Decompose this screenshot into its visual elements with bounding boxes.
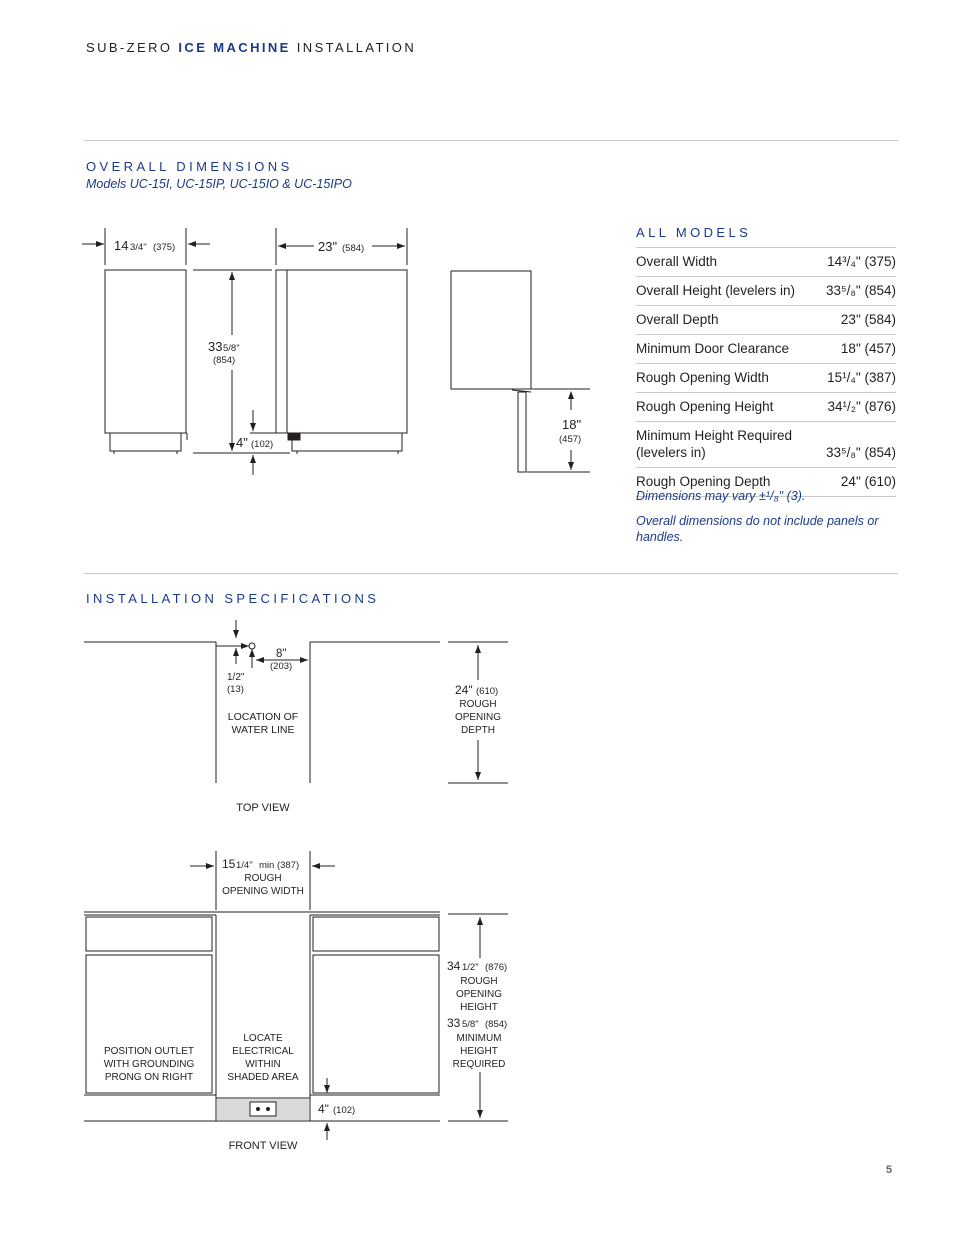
all-models-title: ALL MODELS bbox=[636, 225, 752, 240]
overall-dimensions-title: OVERALL DIMENSIONS bbox=[86, 159, 293, 174]
spec-value: 23" (584) bbox=[840, 312, 896, 327]
front-height-l2: OPENING bbox=[455, 989, 503, 1000]
spec-label: Minimum Door Clearance bbox=[636, 341, 790, 356]
spec-label: Overall Depth bbox=[636, 312, 719, 327]
outlet-label-3: PRONG ON RIGHT bbox=[104, 1072, 194, 1083]
front-height-l3: HEIGHT bbox=[460, 1002, 498, 1013]
front-toe-in: 4" bbox=[318, 1102, 329, 1116]
top-offset-mm: (203) bbox=[270, 661, 293, 672]
top-depth-l2: OPENING bbox=[454, 712, 502, 723]
note-dimensions-vary: Dimensions may vary ±¹/₈" (3). bbox=[636, 489, 806, 503]
header-brand: SUB-ZERO bbox=[86, 40, 173, 55]
top-depth-mm: (610) bbox=[476, 686, 499, 697]
top-depth-in: 24" bbox=[455, 683, 473, 697]
front-min-l2: HEIGHT bbox=[460, 1046, 498, 1057]
right-cabinet-drawer bbox=[313, 917, 439, 951]
dim-depth-mm: (584) bbox=[342, 243, 365, 254]
left-cabinet-drawer bbox=[86, 917, 212, 951]
front-width-whole: 15 bbox=[222, 857, 236, 871]
spec-label: Rough Opening Depth bbox=[636, 474, 771, 489]
dim-door-mm: (457) bbox=[559, 434, 582, 445]
overall-dimensions-subtitle: Models UC-15I, UC-15IP, UC-15IO & UC-15IPO bbox=[86, 177, 352, 191]
spec-label: Rough Opening Width bbox=[636, 370, 769, 385]
dim-height-mm: (854) bbox=[213, 355, 236, 366]
dim-width-mm: (375) bbox=[153, 242, 176, 253]
water-line-label-2: WATER LINE bbox=[231, 724, 295, 736]
top-view-caption: TOP VIEW bbox=[236, 802, 290, 814]
front-width-mm: min (387) bbox=[259, 860, 300, 871]
spec-value: 18" (457) bbox=[840, 341, 896, 356]
top-half-in: 1/2" bbox=[227, 672, 245, 683]
spec-value: 33⁵/₈" (854) bbox=[825, 283, 896, 298]
note-panels-handles: Overall dimensions do not include panels or handles. bbox=[636, 514, 879, 544]
dim-toe-in: 4" bbox=[236, 435, 248, 450]
front-min-frac: 5/8" bbox=[462, 1019, 479, 1030]
dim-height-whole: 33 bbox=[208, 339, 223, 354]
front-height-l1: ROUGH bbox=[460, 976, 498, 987]
water-line-label-1: LOCATION OF bbox=[227, 711, 299, 723]
spec-label: Overall Height (levelers in) bbox=[636, 283, 796, 298]
right-cabinet-door bbox=[313, 955, 439, 1093]
electrical-label-4: SHADED AREA bbox=[227, 1072, 299, 1083]
dim-width-frac: 3/4" bbox=[130, 242, 147, 253]
front-height-frac: 1/2" bbox=[462, 962, 479, 973]
spec-value: 15¹/₄" (387) bbox=[827, 370, 896, 385]
dim-height-frac: 5/8" bbox=[223, 343, 240, 354]
dim-door-in: 18" bbox=[562, 417, 582, 432]
installation-specifications-title: INSTALLATION SPECIFICATIONS bbox=[86, 591, 380, 606]
front-width-frac: 1/4" bbox=[236, 860, 253, 871]
header-product: ICE MACHINE bbox=[178, 40, 291, 55]
dim-toe-mm: (102) bbox=[251, 439, 274, 450]
electrical-label-1: LOCATE bbox=[243, 1033, 283, 1044]
front-toe-mm: (102) bbox=[333, 1105, 356, 1116]
outlet-label-2: WITH GROUNDING bbox=[103, 1059, 195, 1070]
electrical-label-3: WITHIN bbox=[245, 1059, 281, 1070]
spec-label: Overall Width bbox=[636, 254, 718, 269]
spec-label: Rough Opening Height bbox=[636, 399, 774, 414]
front-min-l3: REQUIRED bbox=[452, 1059, 506, 1070]
top-depth-l3: DEPTH bbox=[461, 725, 495, 736]
top-half-mm: (13) bbox=[227, 684, 244, 695]
header-suffix: INSTALLATION bbox=[296, 40, 417, 55]
front-min-l1: MINIMUM bbox=[456, 1033, 502, 1044]
electrical-label-2: ELECTRICAL bbox=[232, 1046, 294, 1057]
dim-width-whole: 14 bbox=[114, 238, 129, 253]
front-view-caption: FRONT VIEW bbox=[228, 1140, 298, 1152]
spec-value: 14³/₄" (375) bbox=[827, 254, 896, 269]
top-depth-l1: ROUGH bbox=[459, 699, 497, 710]
top-offset-in: 8" bbox=[276, 648, 287, 660]
water-line-marker bbox=[249, 643, 255, 649]
spec-value: 24" (610) bbox=[840, 474, 896, 489]
dim-depth-in: 23" bbox=[318, 239, 338, 254]
front-min-mm: (854) bbox=[485, 1019, 508, 1030]
front-height-whole: 34 bbox=[447, 959, 461, 973]
spec-value: 34¹/₂" (876) bbox=[827, 399, 896, 414]
spec-label: Minimum Height Required (levelers in) bbox=[636, 428, 793, 460]
front-min-whole: 33 bbox=[447, 1016, 461, 1030]
outlet-icon bbox=[250, 1102, 276, 1116]
outlet-label-1: POSITION OUTLET bbox=[103, 1046, 195, 1057]
page-number: 5 bbox=[886, 1164, 893, 1176]
front-height-mm: (876) bbox=[485, 962, 508, 973]
spec-value: 33⁵/₈" (854) bbox=[825, 445, 896, 460]
front-width-l2: OPENING WIDTH bbox=[222, 886, 304, 897]
front-width-l1: ROUGH bbox=[244, 873, 282, 884]
